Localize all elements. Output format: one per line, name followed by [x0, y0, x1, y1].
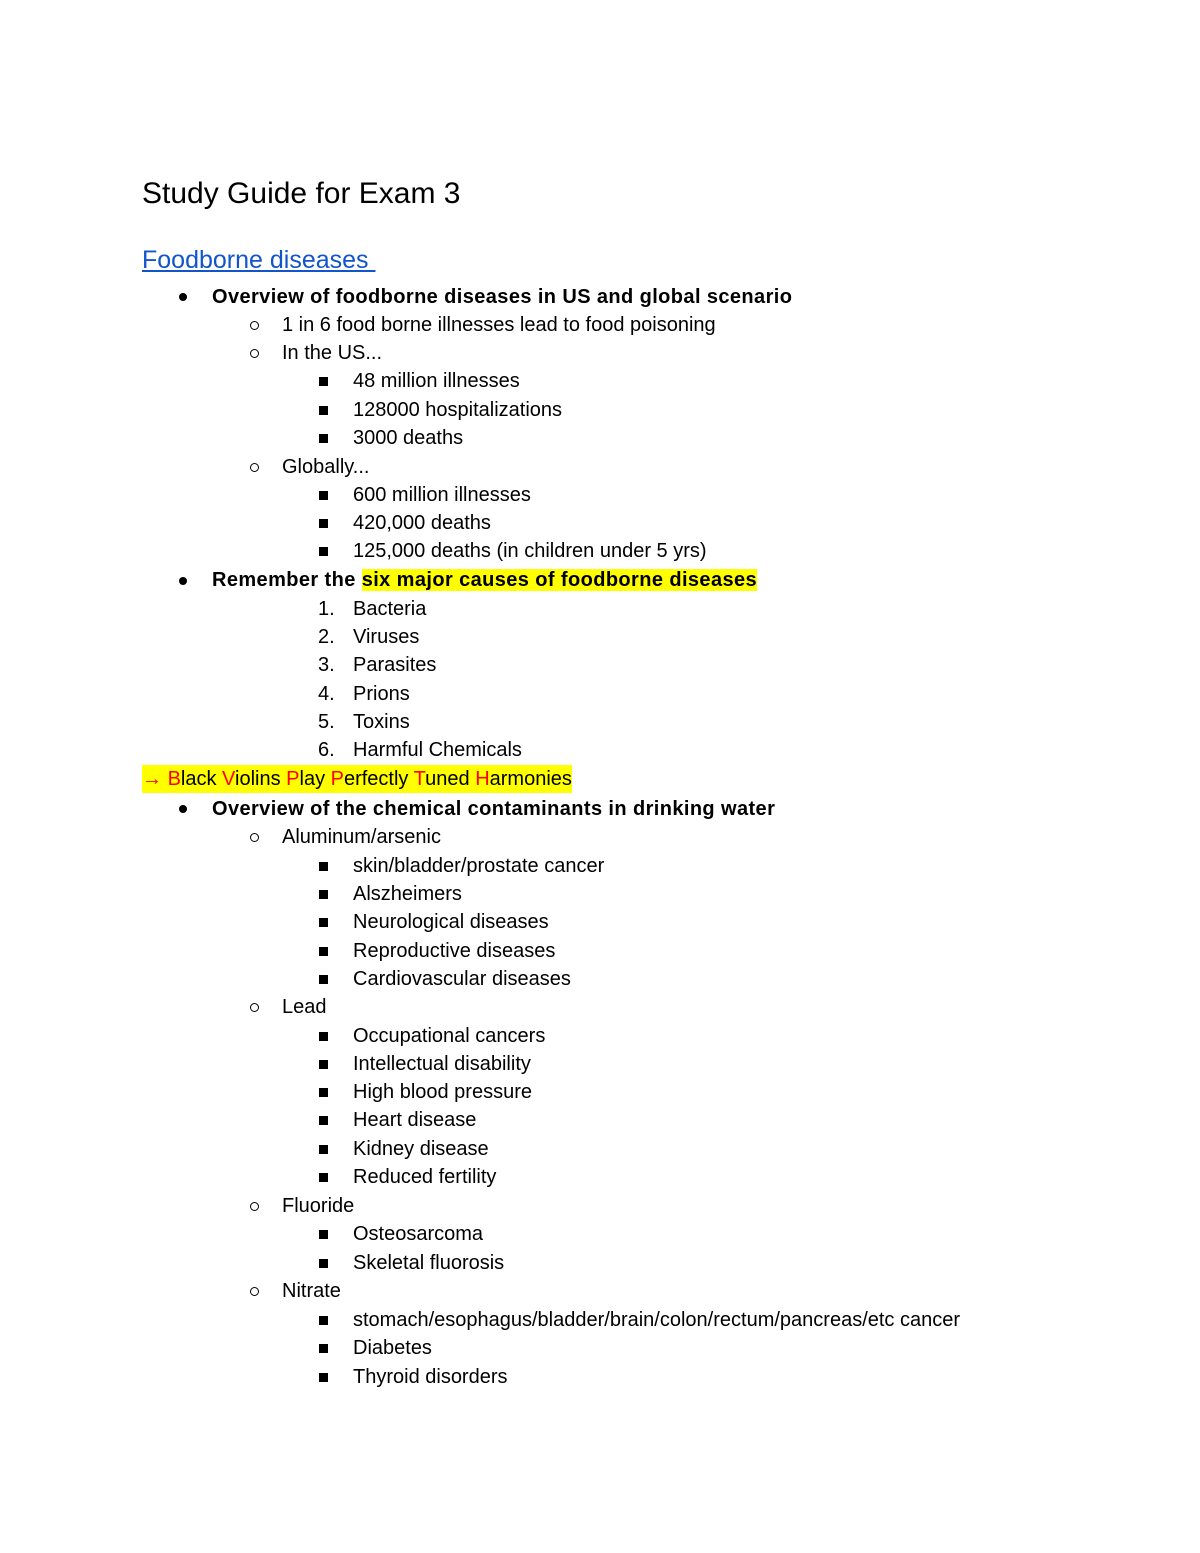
- contaminant-name: Nitrate: [282, 1280, 341, 1302]
- effect-item: Reduced fertility: [353, 1166, 497, 1188]
- square-bullet-icon: [319, 1032, 328, 1041]
- square-bullet-icon: [319, 918, 328, 927]
- chemical-overview: Overview of the chemical contaminants in drinking water: [212, 798, 776, 820]
- effect-item: skin/bladder/prostate cancer: [353, 855, 605, 877]
- square-bullet-icon: [319, 1173, 328, 1182]
- document-title: Study Guide for Exam 3: [142, 177, 461, 210]
- effect-item: Heart disease: [353, 1109, 477, 1131]
- mnemonic-initial: H: [475, 768, 490, 790]
- square-bullet-icon: [319, 1145, 328, 1154]
- effect-item: Occupational cancers: [353, 1025, 546, 1047]
- remember-prefix: Remember the: [212, 569, 362, 591]
- square-bullet-icon: [319, 862, 328, 871]
- mnemonic-rest: lay: [299, 768, 331, 790]
- effect-item: Neurological diseases: [353, 911, 549, 933]
- square-bullet-icon: [319, 1060, 328, 1069]
- square-bullet-icon: [319, 947, 328, 956]
- square-bullet-icon: [319, 547, 328, 556]
- bullet-icon: [179, 805, 187, 813]
- contaminant-name: Aluminum/arsenic: [282, 826, 441, 848]
- hollow-bullet-icon: [250, 1287, 259, 1296]
- mnemonic-rest: uned: [425, 768, 476, 790]
- mnemonic-rest: armonies: [489, 768, 572, 790]
- effect-item: Reproductive diseases: [353, 940, 556, 962]
- poisoning-stat: 1 in 6 food borne illnesses lead to food poisoning: [282, 314, 716, 336]
- square-bullet-icon: [319, 377, 328, 386]
- list-item: 48 million illnesses: [353, 370, 520, 392]
- mnemonic-rest: iolins: [235, 768, 287, 790]
- square-bullet-icon: [319, 519, 328, 528]
- square-bullet-icon: [319, 1230, 328, 1239]
- mnemonic-line: [142, 765, 572, 793]
- effect-item: Osteosarcoma: [353, 1223, 484, 1245]
- effect-item: Intellectual disability: [353, 1053, 531, 1075]
- square-bullet-icon: [319, 975, 328, 984]
- contaminant-name: Fluoride: [282, 1195, 355, 1217]
- us-label: In the US...: [282, 342, 383, 364]
- square-bullet-icon: [319, 434, 328, 443]
- cause-item: Toxins: [353, 711, 410, 733]
- square-bullet-icon: [319, 1373, 328, 1382]
- cause-item: Viruses: [353, 626, 420, 648]
- remember-highlight: six major causes of foodborne diseases: [361, 569, 758, 591]
- square-bullet-icon: [319, 890, 328, 899]
- hollow-bullet-icon: [250, 321, 259, 330]
- list-item: 600 million illnesses: [353, 484, 531, 506]
- effect-item: Cardiovascular diseases: [353, 968, 571, 990]
- contaminant-name: Lead: [282, 996, 327, 1018]
- cause-item: Bacteria: [353, 598, 427, 620]
- mnemonic-initial: P: [286, 768, 300, 790]
- effect-item: Thyroid disorders: [353, 1366, 508, 1388]
- square-bullet-icon: [319, 1316, 328, 1325]
- square-bullet-icon: [319, 1259, 328, 1268]
- overview-us-global: Overview of foodborne diseases in US and global scenario: [212, 286, 793, 308]
- cause-item: Parasites: [353, 654, 437, 676]
- list-number: 5.: [318, 711, 335, 733]
- list-number: 3.: [318, 654, 335, 676]
- global-label: Globally...: [282, 456, 370, 478]
- section-heading: Foodborne diseases: [142, 246, 376, 274]
- mnemonic-rest: erfectly: [343, 768, 414, 790]
- effect-item: High blood pressure: [353, 1081, 532, 1103]
- list-number: 1.: [318, 598, 335, 620]
- bullet-icon: [179, 293, 187, 301]
- effect-item: stomach/esophagus/bladder/brain/colon/rectum/pancreas/etc cancer: [353, 1309, 961, 1331]
- cause-item: Harmful Chemicals: [353, 739, 522, 761]
- hollow-bullet-icon: [250, 833, 259, 842]
- hollow-bullet-icon: [250, 349, 259, 358]
- mnemonic-initial: P: [330, 768, 344, 790]
- hollow-bullet-icon: [250, 1003, 259, 1012]
- hollow-bullet-icon: [250, 463, 259, 472]
- hollow-bullet-icon: [250, 1202, 259, 1211]
- bullet-icon: [179, 577, 187, 585]
- mnemonic-initial: V: [222, 768, 236, 790]
- list-number: 4.: [318, 683, 335, 705]
- list-item: 125,000 deaths (in children under 5 yrs): [353, 540, 707, 562]
- square-bullet-icon: [319, 1116, 328, 1125]
- cause-item: Prions: [353, 683, 410, 705]
- list-item: 3000 deaths: [353, 427, 464, 449]
- effect-item: Kidney disease: [353, 1138, 489, 1160]
- square-bullet-icon: [319, 491, 328, 500]
- list-item: 128000 hospitalizations: [353, 399, 563, 421]
- arrow-icon: →: [142, 768, 168, 790]
- list-number: 2.: [318, 626, 335, 648]
- list-item: 420,000 deaths: [353, 512, 491, 534]
- effect-item: Skeletal fluorosis: [353, 1252, 505, 1274]
- remember-line: [212, 566, 757, 594]
- square-bullet-icon: [319, 406, 328, 415]
- mnemonic-initial: B: [167, 768, 181, 790]
- square-bullet-icon: [319, 1344, 328, 1353]
- mnemonic-rest: lack: [180, 768, 223, 790]
- list-number: 6.: [318, 739, 335, 761]
- square-bullet-icon: [319, 1088, 328, 1097]
- effect-item: Alszheimers: [353, 883, 462, 905]
- effect-item: Diabetes: [353, 1337, 432, 1359]
- mnemonic-initial: T: [413, 768, 426, 790]
